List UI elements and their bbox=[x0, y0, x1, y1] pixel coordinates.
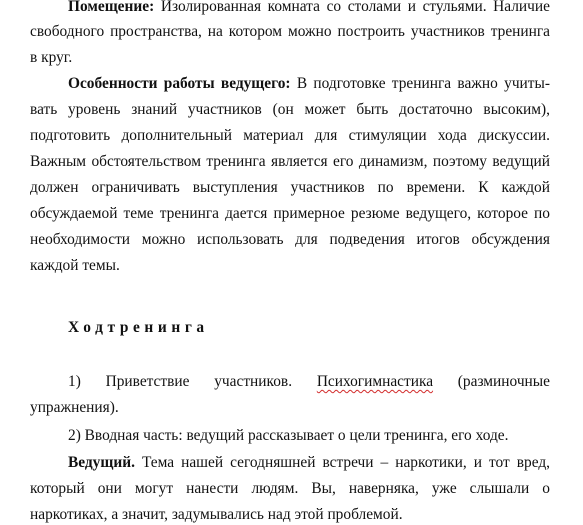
features-paragraph-line-7: необходимости можно использовать для подведения итогов обсуждения bbox=[30, 231, 550, 248]
list-item-1-word-2: участников. bbox=[214, 373, 293, 390]
leader-paragraph-line-1 bbox=[68, 453, 550, 473]
room-label: Помещение: bbox=[68, 0, 155, 15]
features-label: Особенности работы ведущего: bbox=[68, 75, 291, 92]
room-paragraph-line-1 bbox=[68, 0, 550, 17]
features-paragraph-line-3: подготовить дополнительный материал для стимуляции хода дискуссии. bbox=[30, 127, 550, 144]
list-item-1-number: 1) bbox=[68, 373, 81, 390]
leader-paragraph-line-2: который они могут нанести людям. Вы, наверняка, уже слышали о bbox=[30, 480, 550, 497]
features-paragraph-line-8: каждой темы. bbox=[30, 257, 120, 274]
features-paragraph-line-2: вать уровень знаний участников (он может быть достаточно высоким), bbox=[30, 101, 550, 118]
list-item-1-word-1: Приветствие bbox=[105, 373, 190, 390]
list-item-1-word-4: (разминочные bbox=[457, 373, 550, 390]
features-text-1: В подготовке тренинга важно учиты- bbox=[296, 75, 550, 92]
section-heading: Ходтренинга bbox=[68, 319, 209, 336]
features-paragraph-line-1 bbox=[68, 74, 550, 94]
features-paragraph-line-5: должен ограничивать выступления участников по времени. К каждой bbox=[30, 179, 550, 196]
list-item-1-line-2: упражнения). bbox=[30, 399, 119, 416]
leader-text-1: Тема нашей сегодняшней встречи – наркотики, и тот вред, bbox=[141, 454, 550, 471]
list-item-2: 2) Вводная часть: ведущий рассказывает о цели тренинга, его ходе. bbox=[68, 427, 509, 444]
leader-paragraph-line-3: наркотиках, а значит, задумывались над этой проблемой. bbox=[30, 506, 403, 523]
room-paragraph-line-2: свободного пространства, на котором можно построить участников тренинга bbox=[30, 23, 550, 40]
leader-label: Ведущий. bbox=[68, 454, 135, 471]
list-item-1-line-1 bbox=[68, 372, 550, 392]
room-paragraph-line-3: в круг. bbox=[30, 49, 73, 66]
features-paragraph-line-4: Важным обстоятельством тренинга является его динамизм, поэтому ведущий bbox=[30, 153, 550, 170]
spellcheck-flagged-word: Психогимнастика bbox=[316, 373, 434, 390]
room-text-1: Изолированная комната со столами и стульями. Наличие bbox=[160, 0, 550, 15]
features-paragraph-line-6: обсуждаемой теме тренинга дается примерное резюме ведущего, которое по bbox=[30, 205, 550, 222]
